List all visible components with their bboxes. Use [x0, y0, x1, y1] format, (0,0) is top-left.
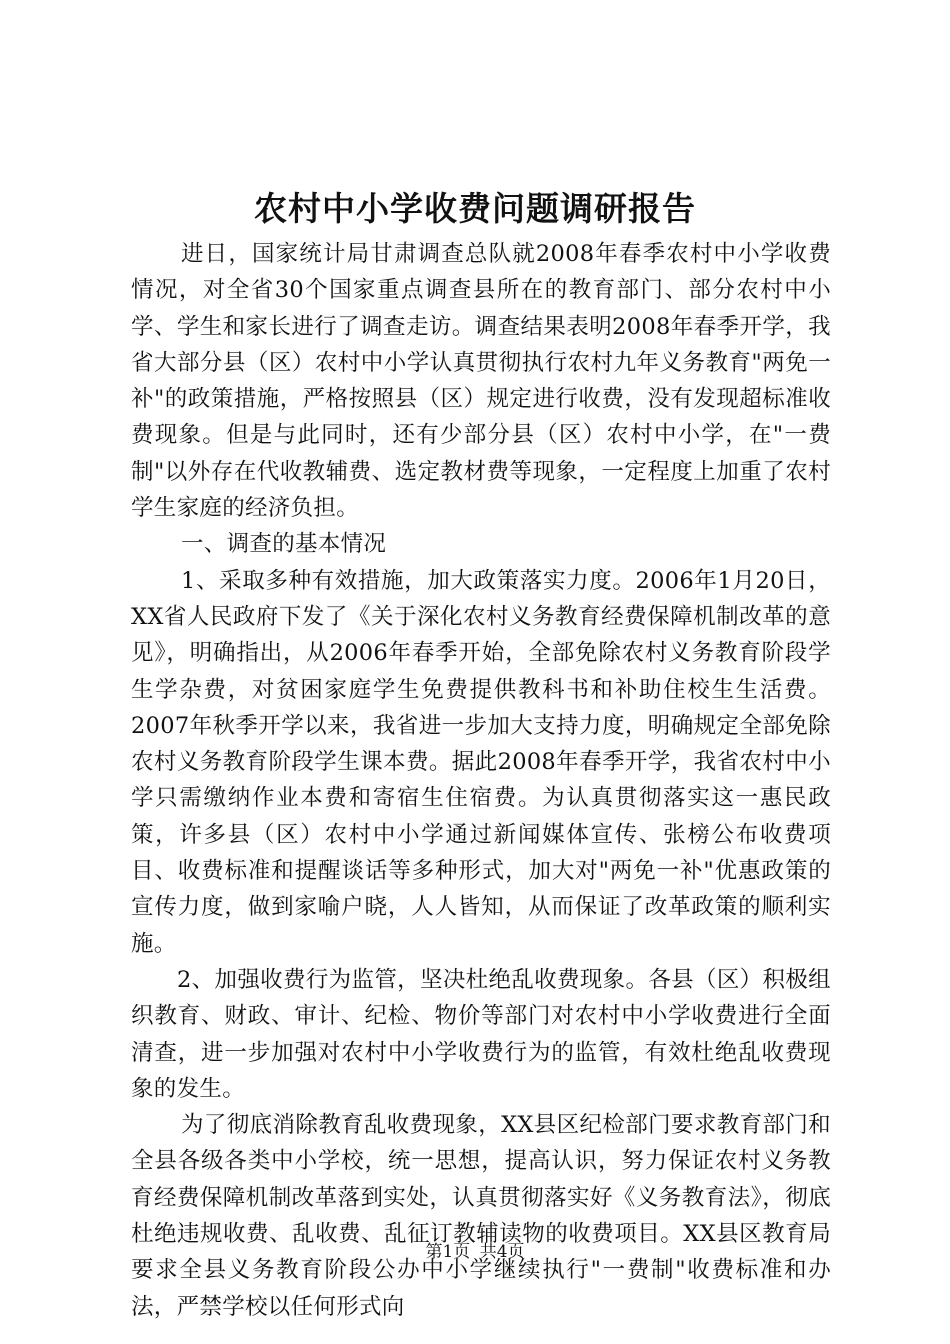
document-title: 农村中小学收费问题调研报告	[254, 189, 696, 228]
paragraph-county-measures: 为了彻底消除教育乱收费现象，XX县区纪检部门要求教育部门和全县各级各类中小学校，统一思想，提高认识，努力保证农村义务教育经费保障机制改革落到实处，认真贯彻落实好《义务教育法》，彻底杜绝违规收费、乱收费、乱征订教辅读物的收费项目。XX县区教育局要求全县义务教育阶段公办中小学继续执行"一费制"收费标准和办法，严禁学校以任何形式向	[131, 1112, 831, 1320]
section-heading: 一、调查的基本情况	[181, 531, 387, 558]
paragraph-point-1: 1、采取多种有效措施，加大政策落实力度。2006年1月20日，XX省人民政府下发了《关于深化农村义务教育经费保障机制改革的意见》，明确指出，从2006年春季开始，全部免除农村义务教育阶段学生学杂费，对贫困家庭学生免费提供教科书和补助住校生生活费。2007年秋季开学以来，我省进一步加大支持力度，明确规定全部免除农村义务教育阶段学生课本费。据此2008年春季开学，我省农村中小学只需缴纳作业本费和寄宿生住宿费。为认真贯彻落实这一惠民政策，许多县（区）农村中小学通过新闻媒体宣传、张榜公布收费项目、收费标准和提醒谈话等多种形式，加大对"两免一补"优惠政策的宣传力度，做到家喻户晓，人人皆知，从而保证了改革政策的顺利实施。	[131, 567, 831, 957]
page-total: 共4页	[479, 1242, 525, 1262]
paragraph-point-2: 2、加强收费行为监管，坚决杜绝乱收费现象。各县（区）积极组织教育、财政、审计、纪检、物价等部门对农村中小学收费进行全面清查，进一步加强对农村中小学收费行为的监管，有效杜绝乱收费现象的发生。	[131, 966, 831, 1102]
paragraph-intro: 进日，国家统计局甘肃调查总队就2008年春季农村中小学收费情况，对全省30个国家重点调查县所在的教育部门、部分农村中小学、学生和家长进行了调查走访。调查结果表明2008年春季开学，我省大部分县（区）农村中小学认真贯彻执行农村九年义务教育"两免一补"的政策措施，严格按照县（区）规定进行收费，没有发现超标准收费现象。但是与此同时，还有少部分县（区）农村中小学，在"一费制"以外存在代收教辅费、选定教材费等现象，一定程度上加重了农村学生家庭的经济负担。	[131, 241, 831, 522]
page-footer	[0, 1240, 950, 1264]
document-body	[131, 236, 831, 1325]
page-number: 第1页	[425, 1242, 471, 1262]
